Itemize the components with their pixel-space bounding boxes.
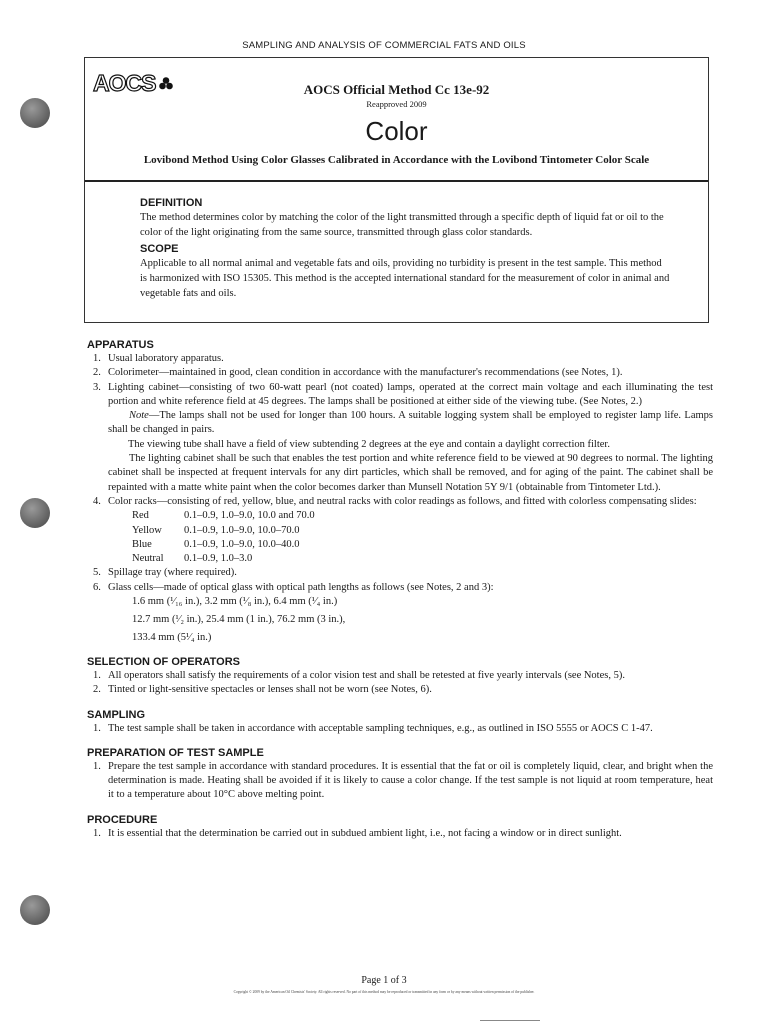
viewing-tube-text: The viewing tube shall have a field of view subtending 2 degrees at the eye and contain a daylight correction filter. [128, 438, 610, 450]
definition-text: The method determines color by matching the color of the light transmitted through a specific depth of liquid fat or oil to the color of the light originating from the same source, transmitted through glass color standards. [140, 212, 664, 238]
item-number: 2. [93, 684, 101, 696]
note-label: Note [129, 410, 149, 422]
method-number: AOCS Official Method Cc 13e-92 [303, 82, 490, 97]
rack-row [87, 524, 713, 538]
list-item [87, 683, 713, 697]
list-item [87, 669, 713, 683]
copyright-notice: Copyright © 2009 by the American Oil Chemists' Society. All rights reserved. No part of this method may be reproduced or transmitted in any form or by any means without written permission of the publisher. [233, 990, 535, 994]
item-number: 1. [93, 760, 101, 772]
glass-cell-sizes: 1.6 mm (¹⁄₁₆ in.), 3.2 mm (¹⁄₈ in.), 6.4 mm (¹⁄₄ in.) [132, 596, 338, 608]
bottom-rule [480, 1020, 540, 1021]
item-text: Usual laboratory apparatus. [108, 353, 224, 364]
method-body [87, 338, 713, 851]
apparatus-section [87, 338, 713, 645]
item-text: The test sample shall be taken in accordance with acceptable sampling techniques, e.g., as outlined in ISO 5555 or AOCS C 1-47. [108, 722, 653, 734]
rack-row [87, 509, 713, 523]
logo-text: AOCS [93, 70, 156, 96]
header-divider [85, 180, 708, 182]
item-number: 3. [93, 381, 101, 393]
method-subtitle: Lovibond Method Using Color Glasses Calibrated in Accordance with the Lovibond Tintometer Color Scale [143, 154, 650, 166]
item-text: Spillage tray (where required). [108, 567, 237, 579]
rack-values: 0.1–0.9, 1.0–9.0, 10.0–70.0 [184, 524, 300, 536]
definition-heading: DEFINITION [140, 197, 203, 209]
rack-name: Neutral [132, 553, 164, 565]
item-number: 6. [93, 581, 101, 593]
item-text: Lighting cabinet—consisting of two 60-watt pearl (not coated) lamps, operated at the correct main voltage and each illuminating the test portion and white reference field at 45 degrees. The lamps shall be positioned at either side of the viewing tube. (See Notes, 2.) [108, 381, 713, 407]
list-item [87, 827, 713, 841]
reapproved-note: Reapproved 2009 [366, 99, 427, 109]
rack-name: Blue [132, 538, 152, 550]
binder-hole-top [20, 98, 50, 128]
rack-values: 0.1–0.9, 1.0–3.0 [184, 553, 253, 565]
item-number: 1. [93, 722, 101, 734]
sampling-section [87, 708, 713, 736]
item-number: 5. [93, 567, 101, 579]
method-header-box [84, 57, 709, 323]
list-item [87, 722, 713, 736]
sampling-heading: SAMPLING [87, 708, 146, 721]
item-number: 4. [93, 495, 101, 507]
item-number: 1. [93, 353, 101, 364]
cabinet-text: The lighting cabinet shall be such that enables the test portion and white reference field to be viewed at 90 degrees to normal. The lighting cabinet shall be inspected at frequent intervals for any dirt particles, which shall be removed, and for aging of the paint. The cabinet shall be repainted with a matte white paint when the color becomes darker than Munsell Notation 5Y 9/1 (obtainable from Tintometer Ltd.). [108, 453, 713, 493]
list-item [87, 366, 713, 380]
rack-values: 0.1–0.9, 1.0–9.0, 10.0 and 70.0 [184, 510, 315, 522]
page-title: Color [365, 116, 428, 146]
preparation-section [87, 746, 713, 803]
binder-hole-middle [20, 498, 50, 528]
preparation-heading: PREPARATION OF TEST SAMPLE [87, 746, 264, 759]
selection-heading: SELECTION OF OPERATORS [87, 655, 240, 668]
list-item [87, 381, 713, 410]
item-text: Prepare the test sample in accordance with standard procedures. It is essential that the fat or oil is completely liquid, clear, and bright when the determination is made. Heating shall be avoided if it is likely to cause a color change. If the test sample is not liquid at room temperature, heat it to a temperature about 10°C above melting point. [108, 760, 713, 801]
list-item [87, 566, 713, 580]
rack-row [87, 538, 713, 552]
note-text: —The lamps shall not be used for longer than 100 hours. A suitable logging system shall be employed to register lamp life. Lamps shall be changed in pairs. [108, 410, 713, 436]
binder-hole-bottom [20, 895, 50, 925]
item-number: 1. [93, 669, 101, 681]
item-text: All operators shall satisfy the requirements of a color vision test and shall be retested at five yearly intervals (see Notes, 5). [108, 669, 625, 681]
item-text: Glass cells—made of optical glass with optical path lengths as follows (see Notes, 2 and 3): [108, 581, 494, 593]
rack-name: Red [132, 510, 149, 522]
running-head: SAMPLING AND ANALYSIS OF COMMERCIAL FATS AND OILS [242, 40, 526, 51]
glass-cell-sizes: 12.7 mm (¹⁄₂ in.), 25.4 mm (1 in.), 76.2 mm (3 in.), [132, 614, 346, 626]
selection-section [87, 655, 713, 698]
list-item [87, 581, 713, 595]
rack-row [87, 552, 713, 566]
glass-cell-sizes: 133.4 mm (5¹⁄₄ in.) [132, 631, 212, 643]
procedure-heading: PROCEDURE [87, 813, 158, 826]
item-text: It is essential that the determination be carried out in subdued ambient light, i.e., not facing a window or in direct sunlight. [108, 827, 622, 839]
item-text: Tinted or light-sensitive spectacles or lenses shall not be worn (see Notes, 6). [108, 684, 432, 696]
scope-heading: SCOPE [140, 243, 179, 255]
list-item [87, 760, 713, 803]
procedure-section [87, 813, 713, 841]
definition-scope [140, 196, 670, 303]
item-number: 2. [93, 367, 101, 379]
list-item [87, 352, 713, 366]
lamp-note [87, 409, 713, 438]
rack-values: 0.1–0.9, 1.0–9.0, 10.0–40.0 [184, 538, 300, 550]
item-text: Color racks—consisting of red, yellow, blue, and neutral racks with color readings as follows, and fitted with colorless compensating slides: [108, 495, 697, 507]
page-number: Page 1 of 3 [361, 975, 407, 986]
apparatus-heading: APPARATUS [87, 339, 154, 351]
item-number: 1. [93, 827, 101, 839]
rack-name: Yellow [132, 524, 162, 536]
scope-text: Applicable to all normal animal and vegetable fats and oils, providing no turbidity is present in the test sample. This method is harmonized with ISO 15305. This method is the accepted international standard for the measurement of color in animal and vegetable fats and oils. [140, 258, 670, 299]
item-text: Colorimeter—maintained in good, clean condition in accordance with the manufacturer's recommendations (see Notes, 1). [108, 367, 623, 379]
list-item [87, 495, 713, 509]
